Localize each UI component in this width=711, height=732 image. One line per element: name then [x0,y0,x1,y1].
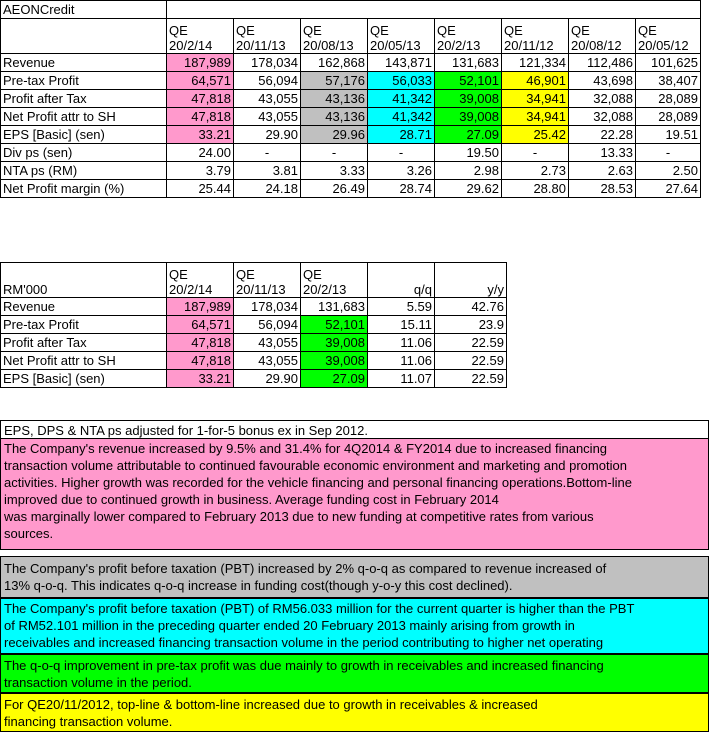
row-label: Net Profit attr to SH [1,108,167,126]
col-header: QE 20/05/12 [636,19,701,54]
col-header: QE 20/2/13 [301,263,368,298]
quarterly-results-table [0,0,701,198]
company-name: AEONCredit [1,1,167,19]
table-row: Profit after Tax 47,818 43,055 43,136 41,342 39,008 34,941 32,088 28,089 [1,90,701,108]
col-header: QE 20/11/12 [502,19,569,54]
table-row: Profit after Tax 47,818 43,055 39,008 11.06 22.59 [1,334,507,352]
table-row: Net Profit attr to SH 47,818 43,055 43,136 41,342 39,008 34,941 32,088 28,089 [1,108,701,126]
table-row: Revenue 187,989 178,034 162,868 143,871 131,683 121,334 112,486 101,625 [1,54,701,72]
col-header: QE 20/11/13 [234,19,301,54]
col-header: QE 20/2/13 [435,19,502,54]
row-label: Profit after Tax [1,90,167,108]
col-header: QE 20/2/14 [167,263,234,298]
col-header: QE 20/05/13 [368,19,435,54]
table-row: EPS [Basic] (sen) 33.21 29.90 29.96 28.71 27.09 25.42 22.28 19.51 [1,126,701,144]
table-row: NTA ps (RM) 3.79 3.81 3.33 3.26 2.98 2.73 2.63 2.50 [1,162,701,180]
yy-header: y/y [435,263,507,298]
col-header: QE 20/08/12 [569,19,636,54]
table-row: Div ps (sen) 24.00 - - - 19.50 - 13.33 - [1,144,701,162]
row-label: Div ps (sen) [1,144,167,162]
row-label: Revenue [1,54,167,72]
table-row: Revenue 187,989 178,034 131,683 5.59 42.76 [1,298,507,316]
pbt-current-quarter-commentary: The Company's profit before taxation (PBT) of RM56.033 million for the current quarter is higher than the PBT of RM52.101 million in the preceding quarter ended 20 February 2013 mainly arising from growth in receivables and increased financing transaction volume in the period contributing to higher net operating [0,598,709,654]
row-label: Pre-tax Profit [1,72,167,90]
table-row: Net Profit attr to SH 47,818 43,055 39,008 11.06 22.59 [1,352,507,370]
table-row: EPS [Basic] (sen) 33.21 29.90 27.09 11.07 22.59 [1,370,507,388]
comparison-table [0,262,507,388]
col-header: QE 20/08/13 [301,19,368,54]
table-row: Pre-tax Profit 64,571 56,094 52,101 15.11 23.9 [1,316,507,334]
qe-nov-2012-commentary: For QE20/11/2012, top-line & bottom-line increased due to growth in receivables & increased financing transaction volume. [0,693,709,732]
bonus-note: EPS, DPS & NTA ps adjusted for 1-for-5 bonus ex in Sep 2012. [0,420,709,441]
pretax-improvement-commentary: The q-o-q improvement in pre-tax profit was due mainly to growth in receivables and increased financing transaction volume in the period. [0,654,709,693]
pbt-qoq-commentary: The Company's profit before taxation (PBT) increased by 2% q-o-q as compared to revenue increased of 13% q-o-q. This indicates q-o-q increase in funding cost(though y-o-y this cost declined). [0,556,709,598]
qq-header: q/q [368,263,435,298]
revenue-commentary: The Company's revenue increased by 9.5% and 31.4% for 4Q2014 & FY2014 due to increased financing transaction volume attributable to continued favourable economic environment and marketing and promotion activities. Higher growth was recorded for the vehicle financing and personal financing operations.Bottom-line improved due to continued growth in business. Average funding cost in February 2014 was marginally lower compared to February 2013 due to new funding at competitive rates from various sources. [0,438,709,550]
row-label: EPS [Basic] (sen) [1,126,167,144]
row-label: Net Profit margin (%) [1,180,167,198]
table-row: Pre-tax Profit 64,571 56,094 57,176 56,033 52,101 46,901 43,698 38,407 [1,72,701,90]
col-header: QE 20/11/13 [234,263,301,298]
row-label: NTA ps (RM) [1,162,167,180]
table-row: Net Profit margin (%) 25.44 24.18 26.49 28.74 29.62 28.80 28.53 27.64 [1,180,701,198]
unit-label: RM'000 [1,263,167,298]
col-header: QE 20/2/14 [167,19,234,54]
